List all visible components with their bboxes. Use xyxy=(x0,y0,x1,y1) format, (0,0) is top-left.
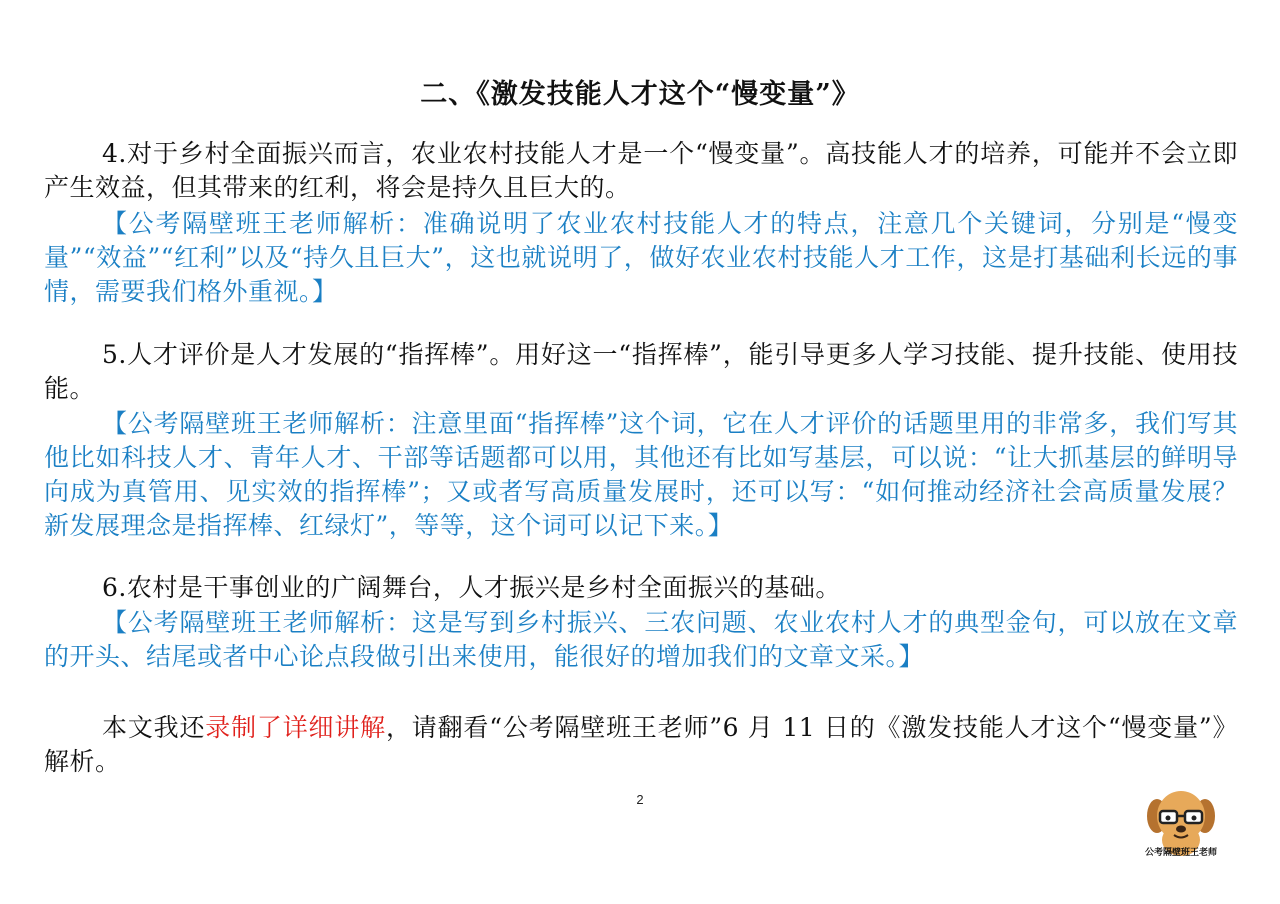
closing-text-end: ，请翻看“公考隔壁班王老师”6 月 11 日的《激发技能人才这个“慢变量”》解析。 xyxy=(44,713,1238,776)
closing-text-start: 本文我还 xyxy=(102,713,206,742)
point-5-analysis: 【公考隔壁班王老师解析：注意里面“指挥棒”这个词，它在人才评价的话题里用的非常多，我们写其他比如科技人才、青年人才、干部等话题都可以用，其他还有比如写基层，可以说：“让大抓基层的鲜明导向成为真管用、见实效的指挥棒”；又或者写高质量发展时，还可以写：“如何推动经济社会高质量发展？新发展理念是指挥棒、红绿灯”，等等，这个词可以记下来。】 xyxy=(44,409,1238,540)
document-title: 二、《激发技能人才这个“慢变量”》 xyxy=(420,79,860,110)
recorded-lecture-highlight: 录制了详细讲解 xyxy=(205,713,386,742)
point-4-analysis: 【公考隔壁班王老师解析：准确说明了农业农村技能人才的特点，注意几个关键词，分别是“慢变量”“效益”“红利”以及“持久且巨大”，这也就说明了，做好农业农村技能人才工作，这是打基础利长远的事情，需要我们格外重视。】 xyxy=(44,209,1238,306)
point-6-analysis: 【公考隔壁班王老师解析：这是写到乡村振兴、三农问题、农业农村人才的典型金句，可以放在文章的开头、结尾或者中心论点段做引出来使用，能很好的增加我们的文章文采。】 xyxy=(44,608,1238,671)
closing-paragraph xyxy=(44,711,1238,779)
point-6-text: 6.农村是干事创业的广阔舞台，人才振兴是乡村全面振兴的基础。 xyxy=(102,573,841,602)
page-number: 2 xyxy=(636,792,644,807)
point-4-text: 4.对于乡村全面振兴而言，农业农村技能人才是一个“慢变量”。高技能人才的培养，可能并不会立即产生效益，但其带来的红利，将会是持久且巨大的。 xyxy=(44,139,1238,202)
point-5-text: 5.人才评价是人才发展的“指挥棒”。用好这一“指挥棒”，能引导更多人学习技能、提升技能、使用技能。 xyxy=(44,340,1238,403)
logo-caption: 公考隔壁班王老师 xyxy=(1144,848,1217,858)
